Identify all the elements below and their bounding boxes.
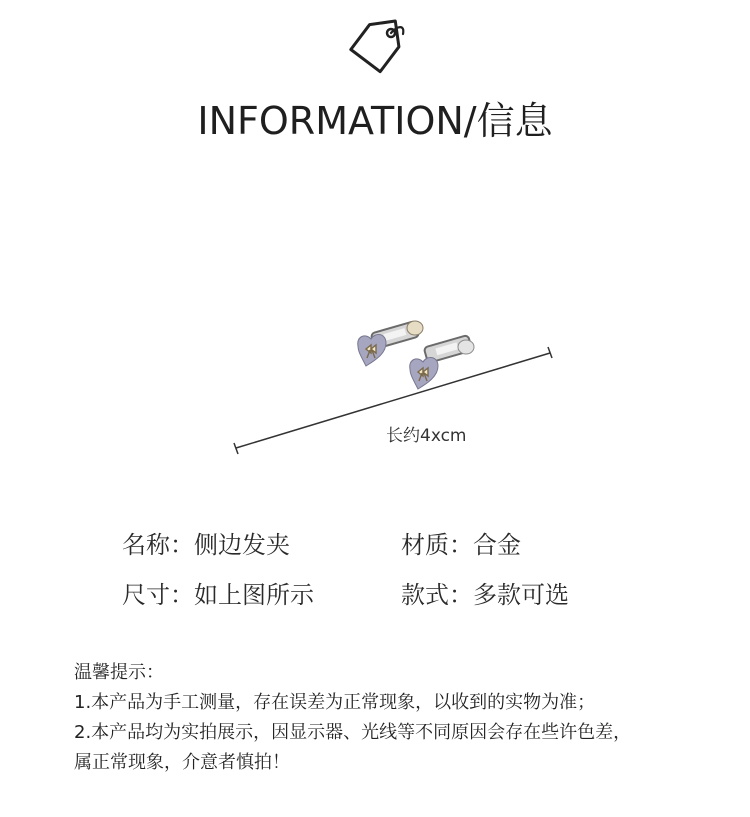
spec-material: 材质：合金: [401, 531, 521, 559]
spec-style: 款式：多款可选: [401, 581, 569, 609]
notes-section: [74, 658, 724, 778]
notes-line-1: 1.本产品为手工测量，存在误差为正常现象，以收到的实物为准；: [74, 692, 596, 713]
notes-line-3: 属正常现象，介意者慎拍！: [74, 752, 290, 773]
spec-name: 名称：侧边发夹: [122, 531, 290, 559]
hair-clip-1: [358, 321, 423, 366]
notes-line-2: 2.本产品均为实拍展示，因显示器、光线等不同原因会存在些许色差，: [74, 722, 632, 743]
notes-heading: 温馨提示：: [74, 662, 164, 683]
size-measure-label: 长约4xcm: [386, 426, 467, 446]
spec-size: 尺寸：如上图所示: [122, 581, 314, 609]
hair-clip-2: [410, 335, 474, 389]
page-title: INFORMATION/信息: [197, 99, 553, 143]
